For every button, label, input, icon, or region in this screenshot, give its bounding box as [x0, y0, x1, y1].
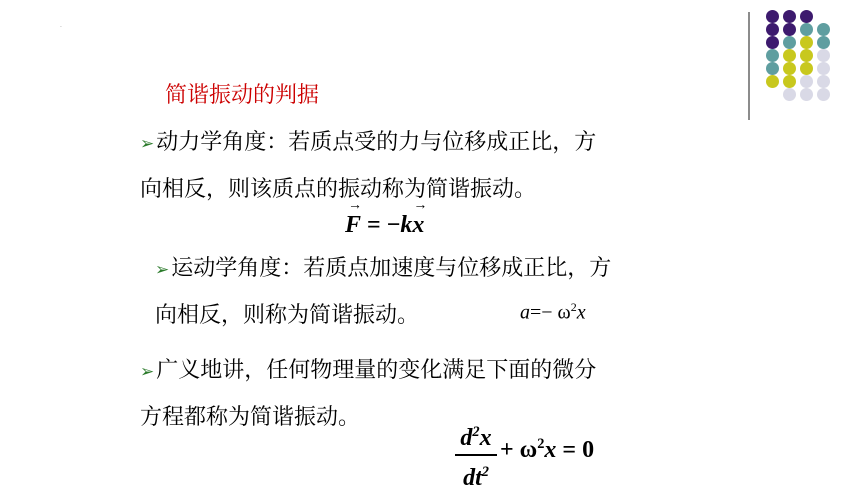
- diffeq-rest: + $\omega^2x = 0$: [500, 436, 595, 463]
- item-general-line2: 方程都称为简谐振动。: [140, 405, 361, 430]
- decor-dot: [783, 75, 796, 88]
- decor-dot: [783, 23, 796, 36]
- item-kinematics-line2: 向相反，则称为简谐振动。: [155, 303, 420, 328]
- decor-dot: [817, 36, 830, 49]
- diffeq-fraction: [455, 418, 497, 492]
- arrow-bullet-icon: ➢: [140, 134, 155, 154]
- decor-dot: [783, 36, 796, 49]
- item-dynamics-line2: 向相反，则该质点的振动称为简谐振动。: [140, 177, 537, 202]
- decor-dot: [783, 10, 796, 23]
- decor-dot: [800, 10, 813, 23]
- item-dynamics: [140, 120, 596, 213]
- diffeq-numerator: $d^2x$: [460, 424, 492, 451]
- decor-dot: [800, 62, 813, 75]
- decor-dot: [800, 23, 813, 36]
- decor-dot: [800, 49, 813, 62]
- decor-dot: [766, 10, 779, 23]
- decor-dot: [783, 49, 796, 62]
- item-kinematics: [155, 246, 611, 339]
- diffeq-denominator: $dt^2$: [463, 464, 489, 491]
- decor-dot: [766, 23, 779, 36]
- item-dynamics-line1: 动力学角度：若质点受的力与位移成正比，方: [156, 130, 597, 155]
- force-formula: F → = −kx →: [345, 198, 428, 238]
- decor-dot: [766, 62, 779, 75]
- fraction-bar: [455, 454, 497, 456]
- decor-dot: [766, 49, 779, 62]
- item-general-line1: 广义地讲，任何物理量的变化满足下面的微分: [156, 358, 597, 383]
- decor-dot: [800, 88, 813, 101]
- decor-dot: [766, 75, 779, 88]
- arrow-bullet-icon: ➢: [140, 362, 155, 382]
- decor-dot: [800, 36, 813, 49]
- item-kinematics-line1: 运动学角度：若质点加速度与位移成正比，方: [171, 256, 612, 281]
- decor-dot: [783, 88, 796, 101]
- decor-dot: [783, 62, 796, 75]
- item-general: [140, 348, 596, 441]
- slide-heading: 简谐振动的判据: [165, 83, 320, 108]
- decor-dot: [817, 23, 830, 36]
- arrow-bullet-icon: ➢: [155, 260, 170, 280]
- accel-formula: $a=- \omega^2x$: [520, 300, 586, 324]
- decor-dot: [800, 75, 813, 88]
- decor-dot: [817, 62, 830, 75]
- decor-dot: [817, 75, 830, 88]
- decor-dot: [817, 49, 830, 62]
- decor-dot: [766, 36, 779, 49]
- divider-line: [748, 12, 750, 120]
- decor-dot: [817, 88, 830, 101]
- speck-dot: ·: [60, 24, 62, 31]
